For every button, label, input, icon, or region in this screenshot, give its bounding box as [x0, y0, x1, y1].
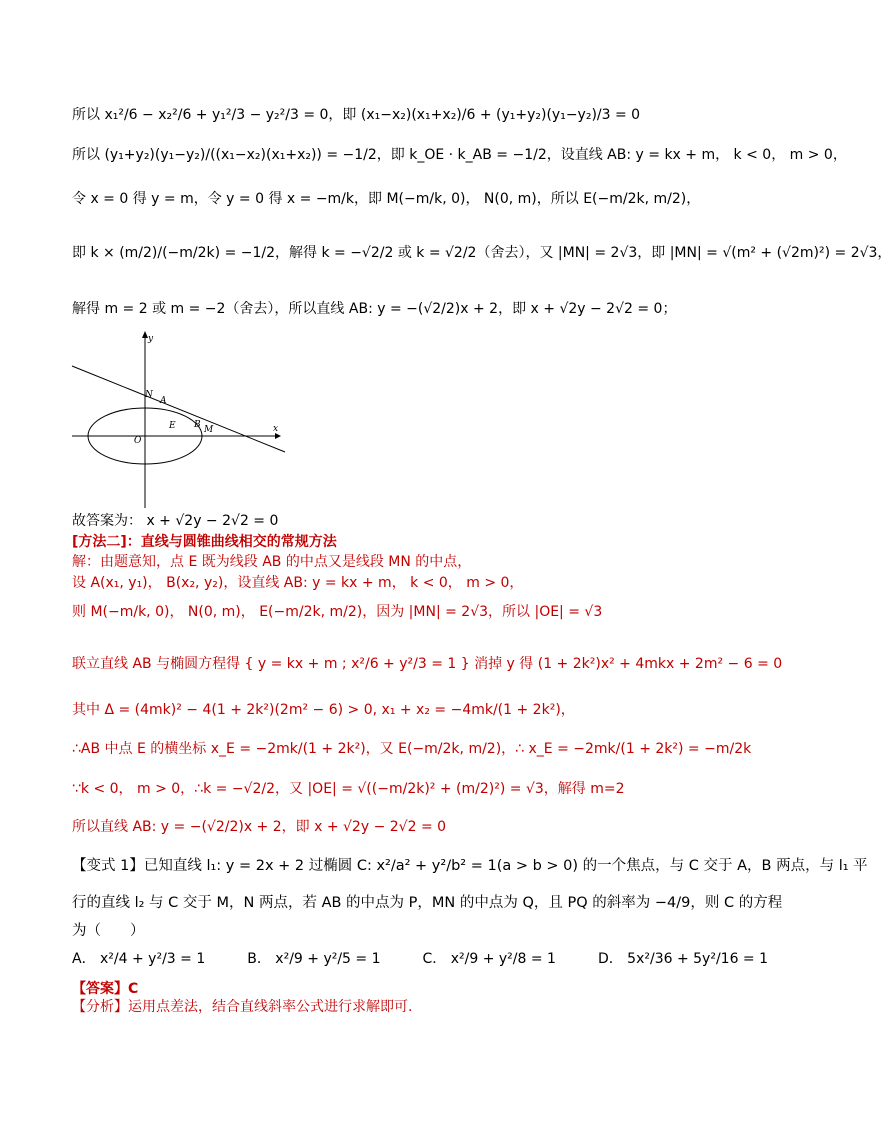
method-two-line-2: 设 A(x₁, y₁)， B(x₂, y₂)，设直线 AB: y = kx + m， k < 0， m > 0， [72, 575, 524, 591]
method-two-line-6: ∴AB 中点 E 的横坐标 x_E = −2mk/(1 + 2k²)，又 E(−m/2k, m/2)，∴ x_E = −2mk/(1 + 2k²) = −m/2k [72, 741, 752, 757]
label-x: x [273, 424, 279, 434]
answer-label: 【答案】C [72, 981, 139, 997]
label-b: B [194, 420, 201, 430]
ellipse-figure [70, 330, 290, 510]
line-3: 令 x = 0 得 y = m，令 y = 0 得 x = −m/k，即 M(−m/k, 0)， N(0, m)，所以 E(−m/2k, m/2)， [72, 191, 701, 207]
method-two-line-5: 其中 Δ = (4mk)² − 4(1 + 2k²)(2m² − 6) > 0, x₁ + x₂ = −4mk/(1 + 2k²)， [72, 702, 575, 718]
label-e: E [169, 421, 176, 431]
label-n: N [145, 390, 153, 400]
line-1: 所以 x₁²/6 − x₂²/6 + y₁²/3 − y₂²/3 = 0，即 (x₁−x₂)(x₁+x₂)/6 + (y₁+y₂)(y₁−y₂)/3 = 0 [72, 107, 641, 123]
line-2: 所以 (y₁+y₂)(y₁−y₂)/((x₁−x₂)(x₁+x₂)) = −1/2，即 k_OE · k_AB = −1/2，设直线 AB: y = kx + m， k < 0， m > 0， [72, 147, 847, 163]
variant-one-line-3: 为（ ） [72, 923, 145, 939]
label-m: M [204, 425, 214, 435]
answer-options: A． x²/4 + y²/3 = 1 B． x²/9 + y²/5 = 1 C． x²/9 + y²/8 = 1 D． 5x²/36 + 5y²/16 = 1 [72, 951, 769, 967]
method-two-line-8: 所以直线 AB: y = −(√2/2)x + 2，即 x + √2y − 2√2 = 0 [72, 819, 447, 835]
method-two-line-1: 解：由题意知，点 E 既为线段 AB 的中点又是线段 MN 的中点， [72, 554, 472, 570]
line-4: 即 k × (m/2)/(−m/2k) = −1/2，解得 k = −√2/2 或 k = √2/2（舍去），又 |MN| = 2√3，即 |MN| = √(m² + (√2m)²) = 2√3， [72, 245, 891, 261]
method-two-line-4: 联立直线 AB 与椭圆方程得 { y = kx + m ; x²/6 + y²/3 = 1 } 消掉 y 得 (1 + 2k²)x² + 4mkx + 2m² − 6 = 0 [72, 656, 783, 672]
method-two-title: [方法二]：直线与圆锥曲线相交的常规方法 [72, 534, 337, 550]
line-5: 解得 m = 2 或 m = −2（舍去），所以直线 AB: y = −(√2/2)x + 2，即 x + √2y − 2√2 = 0； [72, 301, 677, 317]
label-o: O [134, 436, 142, 446]
variant-one-line-1: 【变式 1】已知直线 l₁: y = 2x + 2 过椭圆 C: x²/a² + y²/b² = 1(a > b > 0) 的一个焦点，与 C 交于 A，B 两点，与 l₁ 平 [72, 858, 868, 874]
line-ab [72, 366, 285, 452]
analysis-line: 【分析】运用点差法，结合直线斜率公式进行求解即可. [72, 999, 413, 1015]
variant-one-line-2: 行的直线 l₂ 与 C 交于 M，N 两点，若 AB 的中点为 P，MN 的中点为 Q，且 PQ 的斜率为 −4/9，则 C 的方程 [72, 895, 783, 911]
answer-line: 故答案为： x + √2y − 2√2 = 0 [72, 513, 279, 529]
label-a: A [160, 396, 167, 406]
method-two-line-3: 则 M(−m/k, 0)， N(0, m)， E(−m/2k, m/2)，因为 |MN| = 2√3，所以 |OE| = √3 [72, 604, 603, 620]
label-y: y [148, 334, 154, 344]
method-two-line-7: ∵k < 0， m > 0，∴k = −√2/2，又 |OE| = √((−m/2k)² + (m/2)²) = √3，解得 m=2 [72, 781, 625, 797]
